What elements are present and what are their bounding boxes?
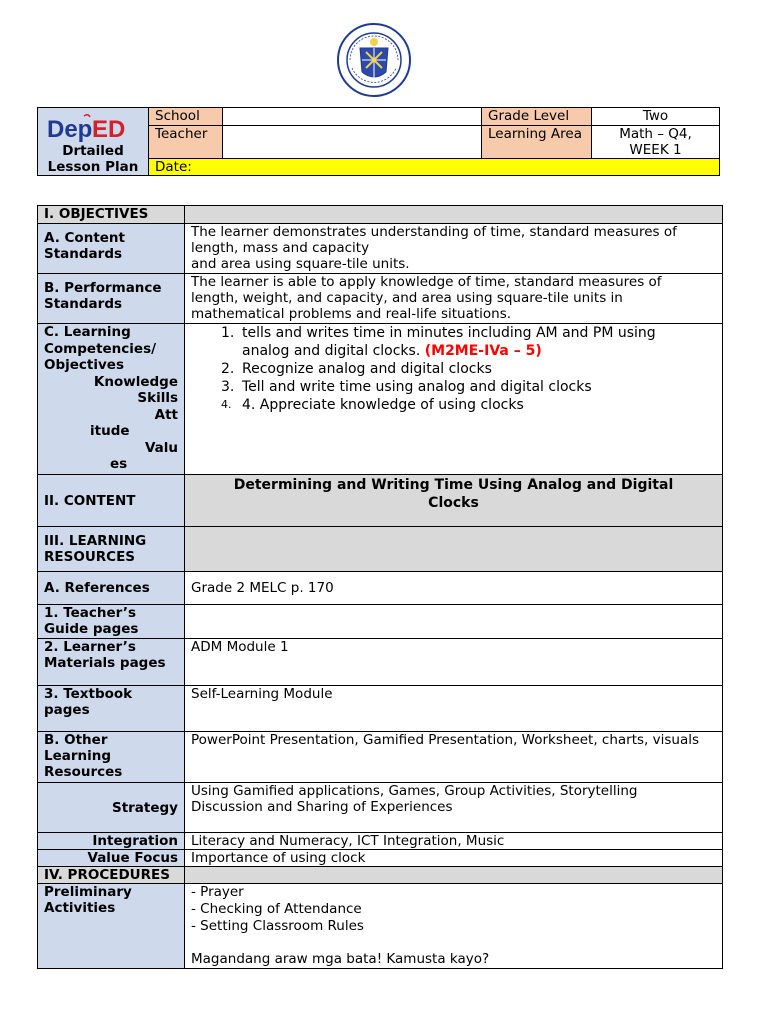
learners-materials-label: 2. Learner’s Materials pages xyxy=(38,639,185,686)
values-label-b: es xyxy=(110,456,128,472)
list-item: - Prayer xyxy=(191,884,244,900)
teacher-value xyxy=(223,126,482,159)
content-standards-label: A. Content Standards xyxy=(38,224,185,274)
content-heading: II. CONTENT xyxy=(38,475,185,527)
learning-resources-heading: III. LEARNING RESOURCES xyxy=(38,527,185,572)
strategy-value: Using Gamified applications, Games, Group Activities, Storytelling Discussion and Sharing of Experiences xyxy=(185,783,723,833)
performance-standards-label: B. Performance Standards xyxy=(38,274,185,324)
objectives-heading: I. OBJECTIVES xyxy=(38,206,185,224)
objectives-heading-blank xyxy=(185,206,723,224)
skills-label: Skills xyxy=(137,390,178,406)
school-value xyxy=(223,108,482,126)
references-label: A. References xyxy=(38,572,185,605)
header-table xyxy=(37,107,720,176)
other-resources-value: PowerPoint Presentation, Gamified Presentation, Worksheet, charts, visuals xyxy=(185,732,723,783)
list-item: 1. tells and writes time in minutes including AM and PM using analog and digital clocks. (M2ME-IVa – 5) xyxy=(221,325,656,359)
list-item: 3. Tell and write time using analog and digital clocks xyxy=(221,379,592,395)
content-title: Determining and Writing Time Using Analog and Digital Clocks xyxy=(185,475,723,527)
svg-text:ED: ED xyxy=(92,116,126,143)
deped-logo-icon xyxy=(44,113,142,143)
teachers-guide-value xyxy=(185,605,723,639)
attitude-label-b: itude xyxy=(90,423,130,439)
school-label: School xyxy=(149,108,223,126)
knowledge-label: Knowledge xyxy=(93,373,178,390)
other-resources-label: B. Other Learning Resources xyxy=(38,732,185,783)
list-item: 4. 4. Appreciate knowledge of using clocks xyxy=(221,397,524,413)
values-label-a: Valu xyxy=(144,439,178,456)
learning-resources-blank xyxy=(185,527,723,572)
integration-label: Integration xyxy=(38,833,185,850)
content-standards-value: The learner demonstrates understanding of time, standard measures of length, mass and capacity and area using square-tile units. xyxy=(185,224,723,274)
procedures-heading-blank xyxy=(185,867,723,884)
textbook-label: 3. Textbook pages xyxy=(38,686,185,732)
value-focus-label: Value Focus xyxy=(38,850,185,867)
greeting-text: Magandang araw mga bata! Kamusta kayo? xyxy=(191,951,490,968)
svg-text:Dep: Dep xyxy=(47,116,93,143)
grade-level-value: Two xyxy=(592,108,720,126)
performance-standards-value: The learner is able to apply knowledge of time, standard measures of length, weight, and capacity, and area using square-tile units in mathematical problems and real-life situations. xyxy=(185,274,723,324)
melc-code: (M2ME-IVa – 5) xyxy=(424,343,542,359)
lesson-plan-table xyxy=(37,205,723,969)
grade-level-label: Grade Level xyxy=(482,108,592,126)
preliminary-activities-label: Preliminary Activities xyxy=(38,884,185,969)
learning-area-value: Math – Q4, WEEK 1 xyxy=(592,126,720,159)
learning-competencies-label: C. Learning Competencies/ Objectives Knowledge Skills Att itude Valu es xyxy=(38,324,185,475)
date-field: Date: xyxy=(149,159,720,176)
learners-materials-value: ADM Module 1 xyxy=(185,639,723,686)
textbook-value: Self-Learning Module xyxy=(185,686,723,732)
learning-competencies-list xyxy=(185,324,723,475)
value-focus-value: Importance of using clock xyxy=(185,850,723,867)
attitude-label-a: Att xyxy=(154,406,178,423)
list-item: - Checking of Attendance xyxy=(191,900,362,917)
procedures-heading: IV. PROCEDURES xyxy=(38,867,185,884)
teacher-label: Teacher xyxy=(149,126,223,159)
list-item: 2. Recognize analog and digital clocks xyxy=(221,361,492,377)
lesson-plan-title: Drtailed Lesson Plan xyxy=(47,143,139,175)
list-item: - Setting Classroom Rules xyxy=(191,917,364,934)
preliminary-activities-value xyxy=(185,884,723,969)
deped-logo-cell xyxy=(38,108,149,176)
learning-area-label: Learning Area xyxy=(482,126,592,159)
deped-seal-icon xyxy=(336,22,412,98)
integration-value: Literacy and Numeracy, ICT Integration, Music xyxy=(185,833,723,850)
strategy-label: Strategy xyxy=(38,783,185,833)
references-value: Grade 2 MELC p. 170 xyxy=(185,572,723,605)
teachers-guide-label: 1. Teacher’s Guide pages xyxy=(38,605,185,639)
